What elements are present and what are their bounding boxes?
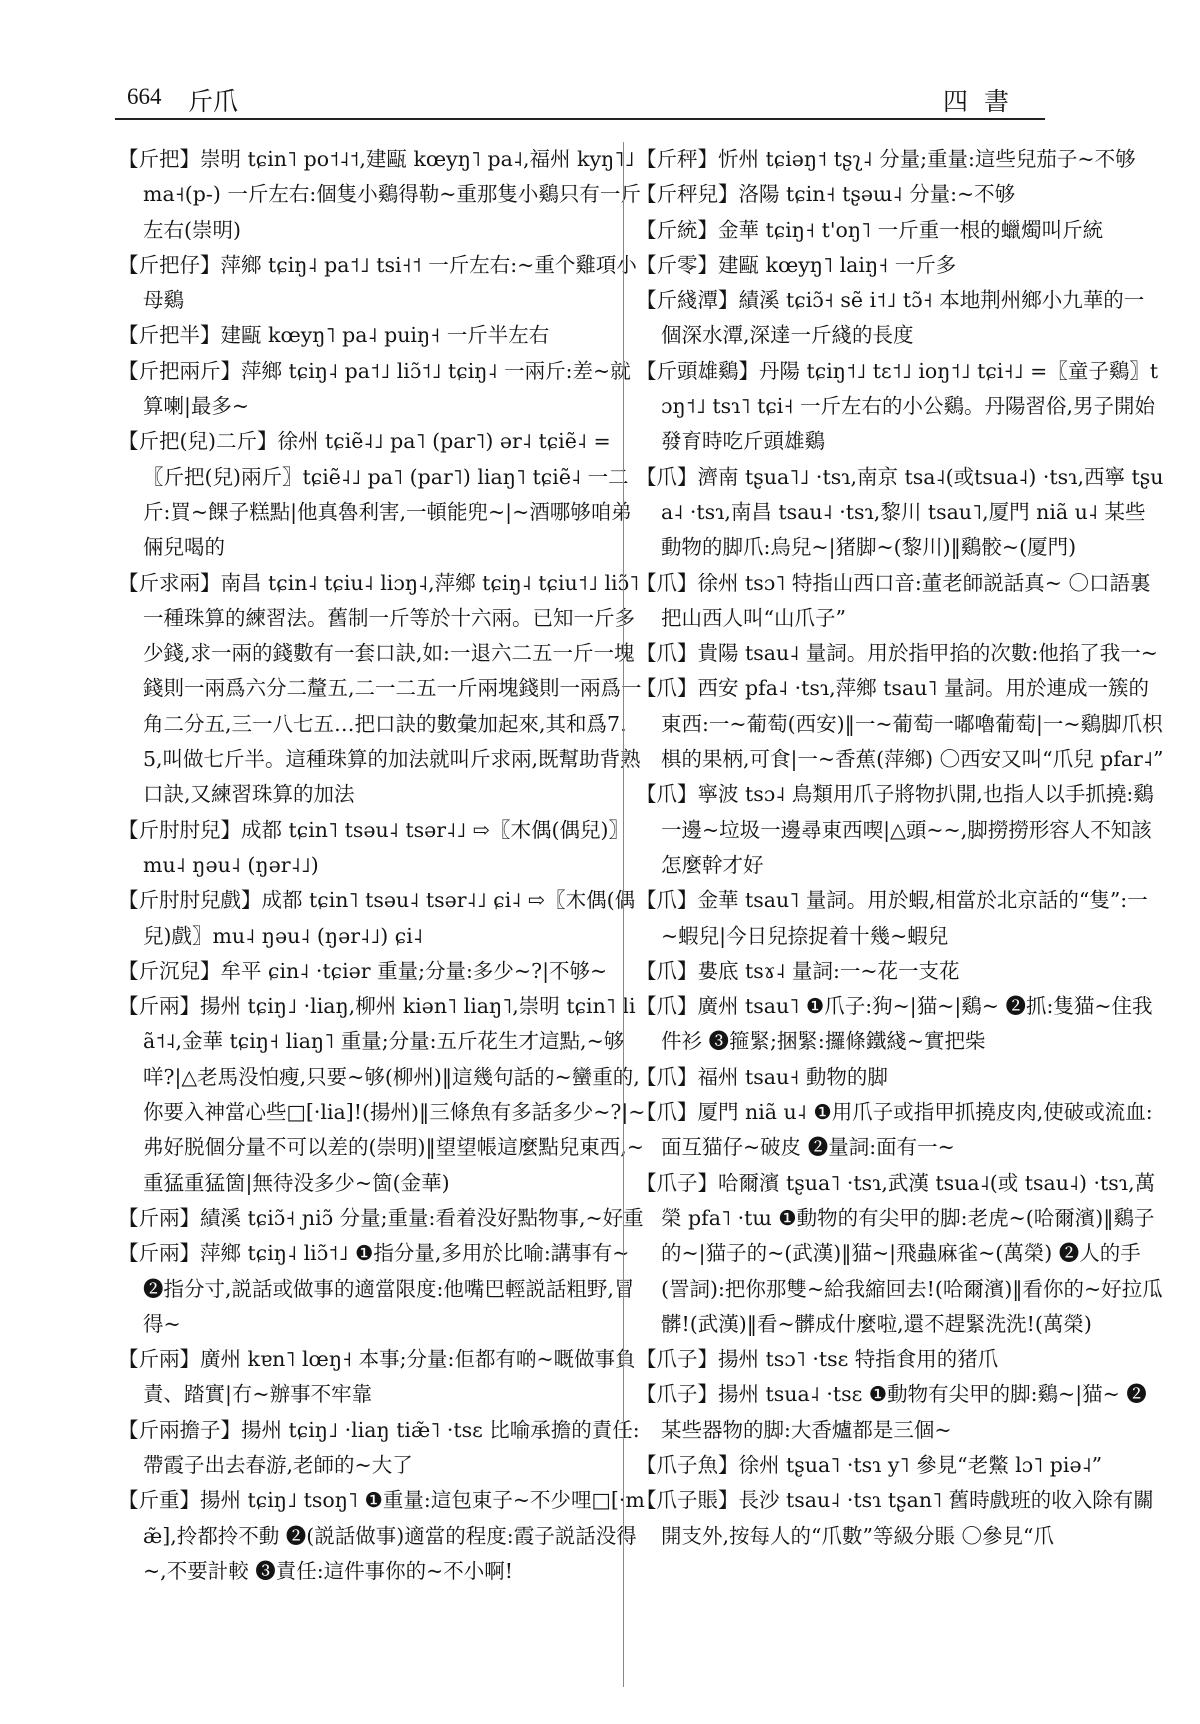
dictionary-entry: 【斤肘肘兒】成都 tɕin˥ tsəu˨ tsər˨˩ ⇨〖木偶(偶兒)〗mu˨ ŋəu˨ (ŋər˨˩): [118, 817, 629, 877]
dictionary-entry: 【爪】寧波 tsɔ˨ 鳥類用爪子將物扒開,也指人以手抓撓:鷄一邊~垃圾一邊尋東西喫|△頭~~,脚撈撈形容人不知該怎麼幹才好: [636, 782, 1154, 877]
right-column: [636, 142, 1164, 1554]
dictionary-entry: 【爪】西安 pfa˨ ·tsɿ,萍鄉 tsau˥ 量詞。用於連成一簇的東西:一~葡萄(西安)‖一~葡萄一嘟嚕葡萄|一~鷄脚爪枳椇的果柄,可食|一~香蕉(萍鄉) 〇西安又叫“爪兒 pfar˨”: [636, 676, 1164, 772]
header-rule: [115, 118, 1045, 120]
dictionary-entry: 【斤兩】揚州 tɕiŋ˩ ·liaŋ,柳州 kiən˥ liaŋ˥,崇明 tɕin˥ liã˦˨,金華 tɕiŋ˧ liaŋ˥ 重量;分量:五斤花生才這點,~够咩?|△老馬没怕瘦,只要~够(柳州)‖這幾句話的~蠻重的,你要入神當心些□[·lia]!(揚州)‖三條魚有多話多少~?|~弗好脱個分量不可以差的(崇明)‖望望帳這麼點兒東西,~重猛重猛箇|無待没多少~箇(金華): [118, 994, 646, 1195]
dictionary-entry: 【斤重】揚州 tɕiŋ˩ tsoŋ˥ ❶重量:這包東子~不少哩□[·mæ̃],拎都拎不動 ❷(説話做事)適當的程度:霞子説話没得~,不要計較 ❸責任:這件事你的~不小啊!: [118, 1488, 645, 1583]
dictionary-entry: 【爪】徐州 tsɔ˥ 特指山西口音:董老師説話真~ 〇口語裏把山西人叫“山爪子”: [636, 570, 1151, 630]
dictionary-entry: 【爪】厦門 niã u˨ ❶用爪子或指甲抓撓皮肉,使破或流血:面互猫仔~破皮 ❷量詞:面有一~: [636, 1100, 1153, 1160]
dictionary-entry: 【斤把仔】萍鄉 tɕiŋ˨ pa˦˩ tsi˧˦ 一斤左右:~重个雞項小母鷄: [118, 252, 637, 313]
dictionary-entry: 【斤兩擔子】揚州 tɕiŋ˩ ·liaŋ tiæ̃˥ ·tsɛ 比喻承擔的責任:帶霞子出去春游,老師的~大了: [118, 1417, 640, 1477]
dictionary-entry: 【爪】廣州 tsau˥ ❶爪子:狗~|猫~|鷄~ ❷抓:隻猫~住我件衫 ❸箍緊;捆緊:攞條鐵綫~實把柴: [636, 994, 1153, 1054]
dictionary-entry: 【斤把(兒)二斤】徐州 tɕiẽ˨˩ pa˥ (par˥) ər˨ tɕiẽ˨ =〖斤把(兒)兩斤〗tɕiẽ˨˩ pa˥ (par˥) liaŋ˥ tɕiẽ˨ 一二斤:買~餜子糕點|他真魯利害,一頓能兜~|~酒哪够咱弟倆兒喝的: [118, 429, 632, 560]
dictionary-entry: 【斤秤兒】洛陽 tɕin˧ tʂəɯ˨ 分量:~不够: [636, 182, 1016, 207]
dictionary-entry: 【斤把】崇明 tɕin˥ po˦˨˦,建甌 kœyŋ˥ pa˨,福州 kyŋ˥˩ ma˧(p-) 一斤左右:個隻小鷄得勒~重那隻小鷄只有一斤左右(崇明): [118, 147, 641, 242]
dictionary-entry: 【斤肘肘兒戲】成都 tɕin˥ tsəu˨ tsər˨˩ ɕi˨ ⇨〖木偶(偶兒)戲〗mu˨ ŋəu˨ (ŋər˨˩) ɕi˨: [118, 888, 636, 948]
page-header: [115, 70, 1045, 122]
dictionary-entry: 【斤沉兒】牟平 ɕin˨ ·tɕiər 重量;分量:多少~?|不够~: [118, 958, 608, 983]
dictionary-entry: 【斤秤】忻州 tɕiəŋ˦ tʂʅ˨ 分量;重量:這些兒茄子~不够: [636, 147, 1136, 171]
left-column: [118, 142, 646, 1589]
dictionary-entry: 【爪子】揚州 tsɔ˥ ·tsɛ 特指食用的猪爪: [636, 1347, 999, 1372]
dictionary-entry: 【爪】貴陽 tsau˨ 量詞。用於指甲掐的次數:他掐了我一~: [636, 641, 1158, 666]
dictionary-entry: 【爪子魚】徐州 tʂua˥ ·tsɿ y˥ 參見“老鱉 lɔ˥ piə˨”: [636, 1452, 1103, 1477]
running-head: 斤爪: [188, 87, 239, 116]
dictionary-entry: 【爪子】揚州 tsua˨ ·tsɛ ❶動物有尖甲的脚:鷄~|猫~ ❷某些器物的脚:大香爐都是三個~: [636, 1382, 1147, 1442]
dictionary-entry: 【爪】福州 tsau˧ 動物的脚: [636, 1064, 888, 1089]
dictionary-entry: 【爪】金華 tsau˥ 量詞。用於蝦,相當於北京話的“隻”:一~蝦兒|今日兒捺捉着十幾~蝦兒: [636, 888, 1148, 948]
dictionary-entry: 【斤零】建甌 kœyŋ˥ laiŋ˧ 一斤多: [636, 252, 957, 277]
dictionary-entry: 【斤求兩】南昌 tɕin˨ tɕiu˨ liɔŋ˨,萍鄉 tɕiŋ˨ tɕiu˦˩ liɔ̃˥ 一種珠算的練習法。舊制一斤等於十六兩。已知一斤多少錢,求一兩的錢數有一套口訣,如:一退六二五一斤一塊錢則一兩爲六分二釐五,二一二五一斤兩塊錢則一兩爲一角二分五,三一八七五…把口訣的數彙加起來,其和爲7.5,叫做七斤半。這種珠算的加法就叫斤求兩,既幫助背熟口訣,又練習珠算的加法: [118, 570, 642, 807]
dictionary-entry: 【爪】婁底 tsɤ˨ 量詞:一~花一支花: [636, 958, 960, 983]
dictionary-entry: 【斤兩】績溪 tɕiɔ̃˧ ɲiɔ̃ 分量;重量:看着没好點物事,~好重: [118, 1205, 644, 1230]
page-number: 664: [127, 84, 162, 109]
dictionary-entry: 【斤把半】建甌 kœyŋ˥ pa˨ puiŋ˧ 一斤半左右: [118, 323, 550, 348]
section-title: 四書: [942, 87, 1025, 116]
dictionary-entry: 【爪】濟南 tʂua˥˩ ·tsɿ,南京 tsa˨(或tsua˨) ·tsɿ,西寧 tʂua˨ ·tsɿ,南昌 tsau˨ ·tsɿ,黎川 tsau˥,厦門 niã u˨ 某些動物的脚爪:烏兒~|猪脚~(黎川)‖鷄骹~(厦門): [636, 464, 1164, 560]
dictionary-entry: 【爪子】哈爾濱 tʂua˥ ·tsɿ,武漢 tsua˨(或 tsau˨) ·tsɿ,萬榮 pfa˥ ·tɯ ❶動物的有尖甲的脚:老虎~(哈爾濱)‖鷄子的~|猫子的~(武漢)‖猫~|飛蟲麻雀~(萬榮) ❷人的手(詈詞):把你那雙~給我縮回去!(哈爾濱)‖看你的~好拉瓜髒!(武漢)‖看~髒成什麼啦,還不趕緊洗洗!(萬榮): [636, 1170, 1163, 1336]
dictionary-entry: 【斤綫潭】績溪 tɕiɔ̃˧ sẽ i˦˩ tɔ̃˧ 本地荆州鄉小九華的一個深水潭,深達一斤綫的長度: [636, 288, 1145, 348]
dictionary-entry: 【斤兩】萍鄉 tɕiŋ˨ liɔ̃˦˩ ❶指分量,多用於比喻:講事有~ ❷指分寸,説話或做事的適當限度:他嘴巴輕説話粗野,冒得~: [118, 1241, 635, 1336]
dictionary-entry: 【爪子賬】長沙 tsau˨ ·tsɿ tʂan˥ 舊時戲班的收入除有關開支外,按每人的“爪數”等級分賬 〇參見“爪: [636, 1488, 1154, 1548]
dictionary-entry: 【斤兩】廣州 kɐn˥ lœŋ˧ 本事;分量:佢都有啲~嘅做事負責、踏實|冇~辦事不牢靠: [118, 1347, 636, 1407]
dictionary-entry: 【斤把兩斤】萍鄉 tɕiŋ˨ pa˦˩ liɔ̃˦˩ tɕiŋ˨ 一兩斤:差~就算喇|最多~: [118, 358, 631, 419]
dictionary-entry: 【斤統】金華 tɕiŋ˧ t'oŋ˥ 一斤重一根的蠟燭叫斤統: [636, 217, 1104, 242]
dictionary-entry: 【斤頭雄鷄】丹陽 tɕiŋ˦˩ tɛ˦˩ ioŋ˦˩ tɕi˧˩ =〖童子鷄〗tɔŋ˦˩ tsɿ˥ tɕi˧ 一斤左右的小公鷄。丹陽習俗,男子開始發育時吃斤頭雄鷄: [636, 358, 1159, 454]
column-divider: [623, 142, 624, 1687]
